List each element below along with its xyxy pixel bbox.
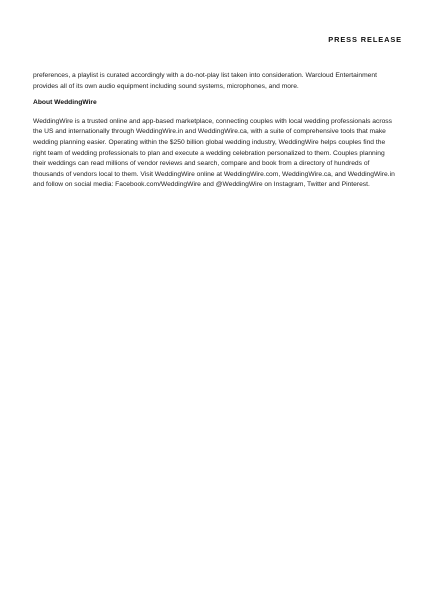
press-release-label: PRESS RELEASE: [328, 35, 402, 44]
about-heading: About WeddingWire: [33, 99, 97, 107]
continued-paragraph: preferences, a playlist is curated accordingly with a do-not-play list taken into consideration. Warcloud Entertainment provides all of its own audio equipment including sound systems, microphones, and more.: [33, 72, 377, 90]
about-paragraph: WeddingWire is a trusted online and app-based marketplace, connecting couples with local wedding professionals across the US and internationally through WeddingWire.in and WeddingWire.ca, with a suite of comprehensive tools that make wedding planning easier. Operating within the $250 billion global wedding industry, WeddingWire helps couples find the right team of wedding professionals to plan and execute a wedding celebration personalized to them. Couples planning their weddings can read millions of vendor reviews and search, compare and book from a directory of hundreds of thousands of vendors local to them. Visit WeddingWire online at WeddingWire.com, WeddingWire.ca, and WeddingWire.in and follow on social media: Facebook.com/WeddingWire and @WeddingWire on Instagram, Twitter and Pinterest.: [33, 117, 395, 189]
document-body: [33, 71, 395, 191]
